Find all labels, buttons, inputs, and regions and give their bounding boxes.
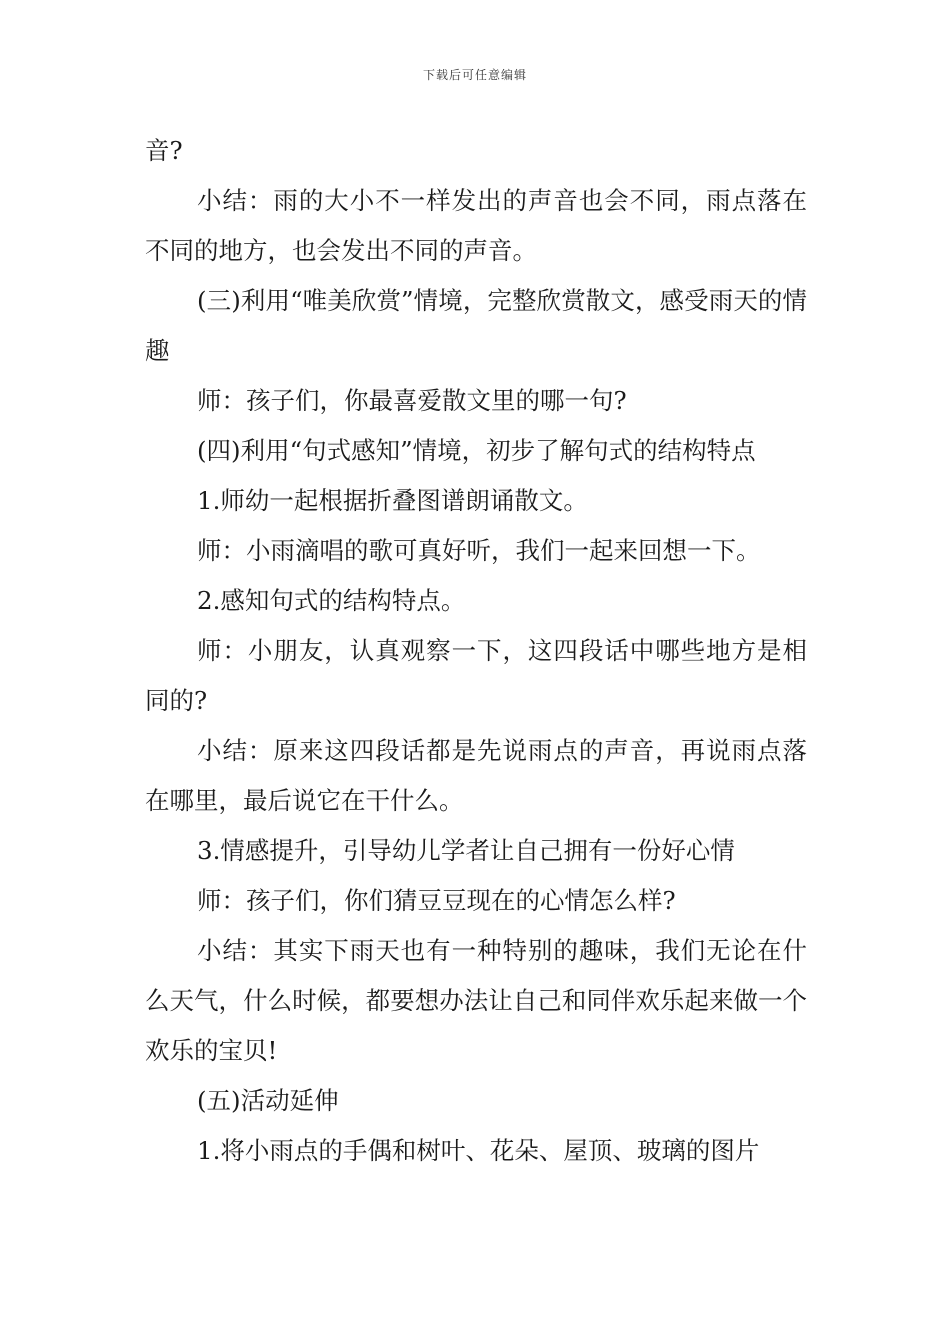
paragraph-8: 2.感知句式的结构特点。 (197, 586, 466, 615)
paragraph-15: 1.将小雨点的手偶和树叶、花朵、屋顶、玻璃的图片 (197, 1136, 760, 1165)
paragraph-6: 1.师幼一起根据折叠图谱朗诵散文。 (197, 486, 588, 515)
paragraph-1: 音? (145, 136, 183, 165)
paragraph-14: (五)活动延伸 (197, 1086, 339, 1115)
paragraph-13: 小结：其实下雨天也有一种特别的趣味，我们无论在什么天气，什么时候，都要想办法让自己和同伴欢乐起来做一个欢乐的宝贝! (145, 936, 807, 1065)
paragraph-7: 师：小雨滴唱的歌可真好听，我们一起来回想一下。 (197, 536, 761, 565)
paragraph-3: (三)利用“唯美欣赏”情境，完整欣赏散文，感受雨天的情趣 (145, 286, 807, 365)
paragraph-5: (四)利用“句式感知”情境，初步了解句式的结构特点 (197, 436, 756, 465)
document-body (145, 126, 807, 1176)
paragraph-10: 小结：原来这四段话都是先说雨点的声音，再说雨点落在哪里，最后说它在干什么。 (145, 736, 807, 815)
paragraph-9: 师：小朋友，认真观察一下，这四段话中哪些地方是相同的? (145, 636, 807, 715)
paragraph-12: 师：孩子们，你们猜豆豆现在的心情怎么样? (197, 886, 676, 915)
page-header: 下载后可任意编辑 (422, 68, 527, 82)
paragraph-2: 小结：雨的大小不一样发出的声音也会不同，雨点落在不同的地方，也会发出不同的声音。 (145, 186, 807, 265)
paragraph-11: 3.情感提升，引导幼儿学者让自己拥有一份好心情 (197, 836, 735, 865)
paragraph-4: 师：孩子们，你最喜爱散文里的哪一句? (197, 386, 627, 415)
